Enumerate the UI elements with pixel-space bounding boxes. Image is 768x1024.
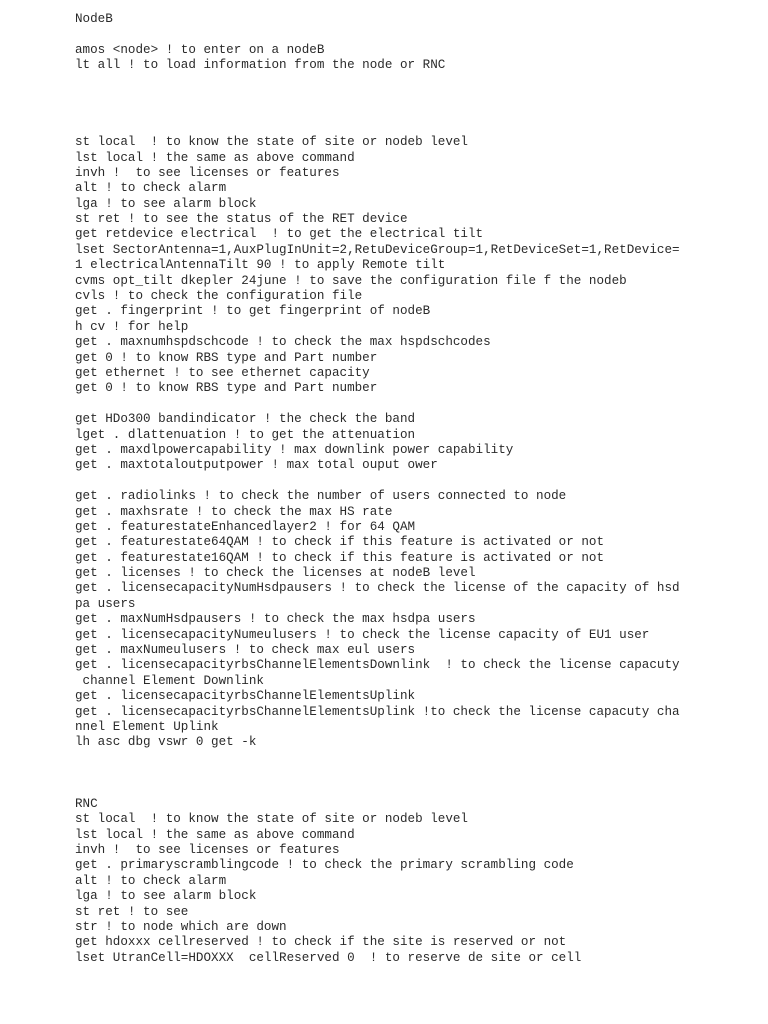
text-line: RNC <box>75 796 98 811</box>
text-line: get . maxtotaloutputpower ! max total ouput ower <box>75 458 438 473</box>
text-line: lga ! to see alarm block <box>75 196 257 211</box>
text-line: lget . dlattenuation ! to get the attenuation <box>75 427 416 442</box>
text-line: alt ! to check alarm <box>75 181 227 196</box>
text-line: get . maxNumHsdpausers ! to check the max hsdpa users <box>75 612 476 627</box>
text-line: h cv ! for help <box>75 319 189 334</box>
text-line <box>75 27 755 42</box>
text-line: cvls ! to check the configuration file <box>75 289 363 304</box>
text-line <box>75 766 755 781</box>
text-line: lh asc dbg vswr 0 get -k <box>75 735 257 750</box>
text-line: get 0 ! to know RBS type and Part number <box>75 350 378 365</box>
text-line: get . licensecapacityNumeulusers ! to check the license capacity of EU1 user <box>75 627 650 642</box>
text-line: lset SectorAntenna=1,AuxPlugInUnit=2,RetuDeviceGroup=1,RetDeviceSet=1,RetDevice= <box>75 242 680 257</box>
text-line: channel Element Downlink <box>75 673 264 688</box>
text-line: lst local ! the same as above command <box>75 150 355 165</box>
text-line: NodeB <box>75 12 113 26</box>
text-line: get . fingerprint ! to get fingerprint of nodeB <box>75 304 431 319</box>
text-line <box>75 474 755 489</box>
text-line: 1 electricalAntennaTilt 90 ! to apply Remote tilt <box>75 258 446 273</box>
text-line: get . primaryscramblingcode ! to check the primary scrambling code <box>75 858 574 873</box>
document-page <box>75 12 755 966</box>
text-line: lt all ! to load information from the node or RNC <box>75 58 446 73</box>
text-line: get . featurestate64QAM ! to check if this feature is activated or not <box>75 535 605 550</box>
text-line: get . maxnumhspdschcode ! to check the max hspdschcodes <box>75 335 491 350</box>
text-line <box>75 89 755 104</box>
text-line: get . licensecapacityrbsChannelElementsUplink !to check the license capacuty cha <box>75 704 680 719</box>
text-line <box>75 751 755 766</box>
text-line: get retdevice electrical ! to get the electrical tilt <box>75 227 484 242</box>
text-line <box>75 397 755 412</box>
text-line: get . licensecapacityrbsChannelElementsUplink <box>75 689 416 704</box>
text-line: st ret ! to see <box>75 904 189 919</box>
text-line: get . licenses ! to check the licenses at nodeB level <box>75 566 476 581</box>
text-line: get . licensecapacityNumHsdpausers ! to check the license of the capacity of hsd <box>75 581 680 596</box>
text-line: alt ! to check alarm <box>75 873 227 888</box>
text-line: st ret ! to see the status of the RET device <box>75 212 408 227</box>
text-line: get . featurestateEnhancedlayer2 ! for 64 QAM <box>75 519 416 534</box>
text-line: get . maxdlpowercapability ! max downlink power capability <box>75 442 514 457</box>
text-line: get HDo300 bandindicator ! the check the band <box>75 412 416 427</box>
text-line: cvms opt_tilt dkepler 24june ! to save the configuration file f the nodeb <box>75 273 627 288</box>
text-line: str ! to node which are down <box>75 920 287 935</box>
text-line: invh ! to see licenses or features <box>75 165 340 180</box>
text-line: invh ! to see licenses or features <box>75 843 340 858</box>
text-line: nnel Element Uplink <box>75 719 219 734</box>
text-line <box>75 120 755 135</box>
text-line <box>75 104 755 119</box>
text-line: get . maxNumeulusers ! to check max eul users <box>75 643 416 658</box>
text-line: lga ! to see alarm block <box>75 889 257 904</box>
text-line: get ethernet ! to see ethernet capacity <box>75 365 370 380</box>
text-line: get . licensecapacityrbsChannelElementsDownlink ! to check the license capacuty <box>75 658 680 673</box>
text-line: amos <node> ! to enter on a nodeB <box>75 42 325 57</box>
text-line: st local ! to know the state of site or nodeb level <box>75 812 468 827</box>
text-line: pa users <box>75 596 136 611</box>
text-line: get 0 ! to know RBS type and Part number <box>75 381 378 396</box>
text-line: lset UtranCell=HDOXXX cellReserved 0 ! to reserve de site or cell <box>75 950 582 965</box>
text-line: get . maxhsrate ! to check the max HS rate <box>75 504 393 519</box>
text-line: lst local ! the same as above command <box>75 827 355 842</box>
text-line <box>75 74 755 89</box>
text-line <box>75 782 755 797</box>
text-line: get hdoxxx cellreserved ! to check if the site is reserved or not <box>75 935 567 950</box>
text-line: get . radiolinks ! to check the number of users connected to node <box>75 489 567 504</box>
text-line: get . featurestate16QAM ! to check if this feature is activated or not <box>75 550 605 565</box>
text-line: st local ! to know the state of site or nodeb level <box>75 135 468 150</box>
